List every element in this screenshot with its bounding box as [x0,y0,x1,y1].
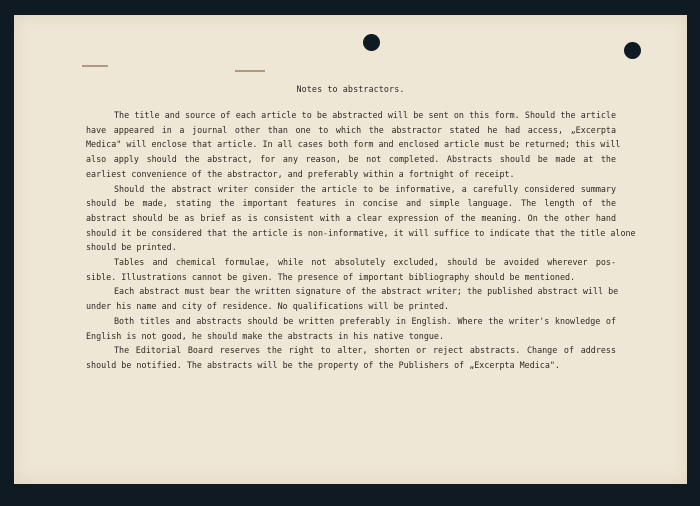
punch-hole [363,34,380,51]
notes-body [86,108,636,373]
text-line: have appeared in a journal other than one to which the abstractor stated he had access, „Excerpta [86,124,616,135]
text-line: The title and source of each article to be abstracted will be sent on this form. Should the article [114,110,616,120]
text-line: Tables and chemical formulae, while not absolutely excluded, should be avoided wherever pos- [114,257,616,268]
text-line: should be notified. The abstracts will be the property of the Publishers of „Excerpta Medica". [86,359,560,370]
text-line: Both titles and abstracts should be written preferably in English. Where the writer's knowledge of [114,315,616,326]
abstractor-notes-card [14,15,687,484]
text-line: under his name and city of residence. No qualifications will be printed. [86,301,450,312]
page-title: Notes to abstractors. [296,84,405,94]
paragraph [86,182,636,256]
text-line: Each abstract must bear the written signature of the abstract writer; the published abstract will be [114,286,619,297]
text-line: abstract should be as brief as is consistent with a clear expression of the meaning. On the other hand [86,212,616,223]
punch-hole [624,42,641,59]
paragraph [86,284,619,313]
paper-mark [82,65,108,67]
paragraph [86,314,616,343]
text-line: The Editorial Board reserves the right to alter, shorten or reject abstracts. Change of address [114,345,616,356]
text-line: should be printed. [86,242,177,253]
text-line: should be made, stating the important features in concise and simple language. The length of the [86,198,616,209]
paper-mark [235,70,265,72]
paragraph [86,343,616,372]
text-line: also apply should the abstract, for any reason, be not completed. Abstracts should be made at the [86,154,616,165]
text-line: earliest convenience of the abstractor, and preferably within a fortnight of receipt. [86,168,515,179]
paragraph [86,255,616,284]
text-line: sible. Illustrations cannot be given. The presence of important bibliography should be mentioned. [86,271,576,282]
text-line: should it be considered that the article is non-informative, it will suffice to indicate that the title alone [86,227,636,238]
text-line: Should the abstract writer consider the article to be informative, a carefully considered summary [114,183,616,194]
text-line: English is not good, he should make the abstracts in his native tongue. [86,330,444,341]
paragraph [86,108,621,182]
text-line: Medica" will enclose that article. In all cases both form and enclosed article must be returned; this will [86,139,621,150]
